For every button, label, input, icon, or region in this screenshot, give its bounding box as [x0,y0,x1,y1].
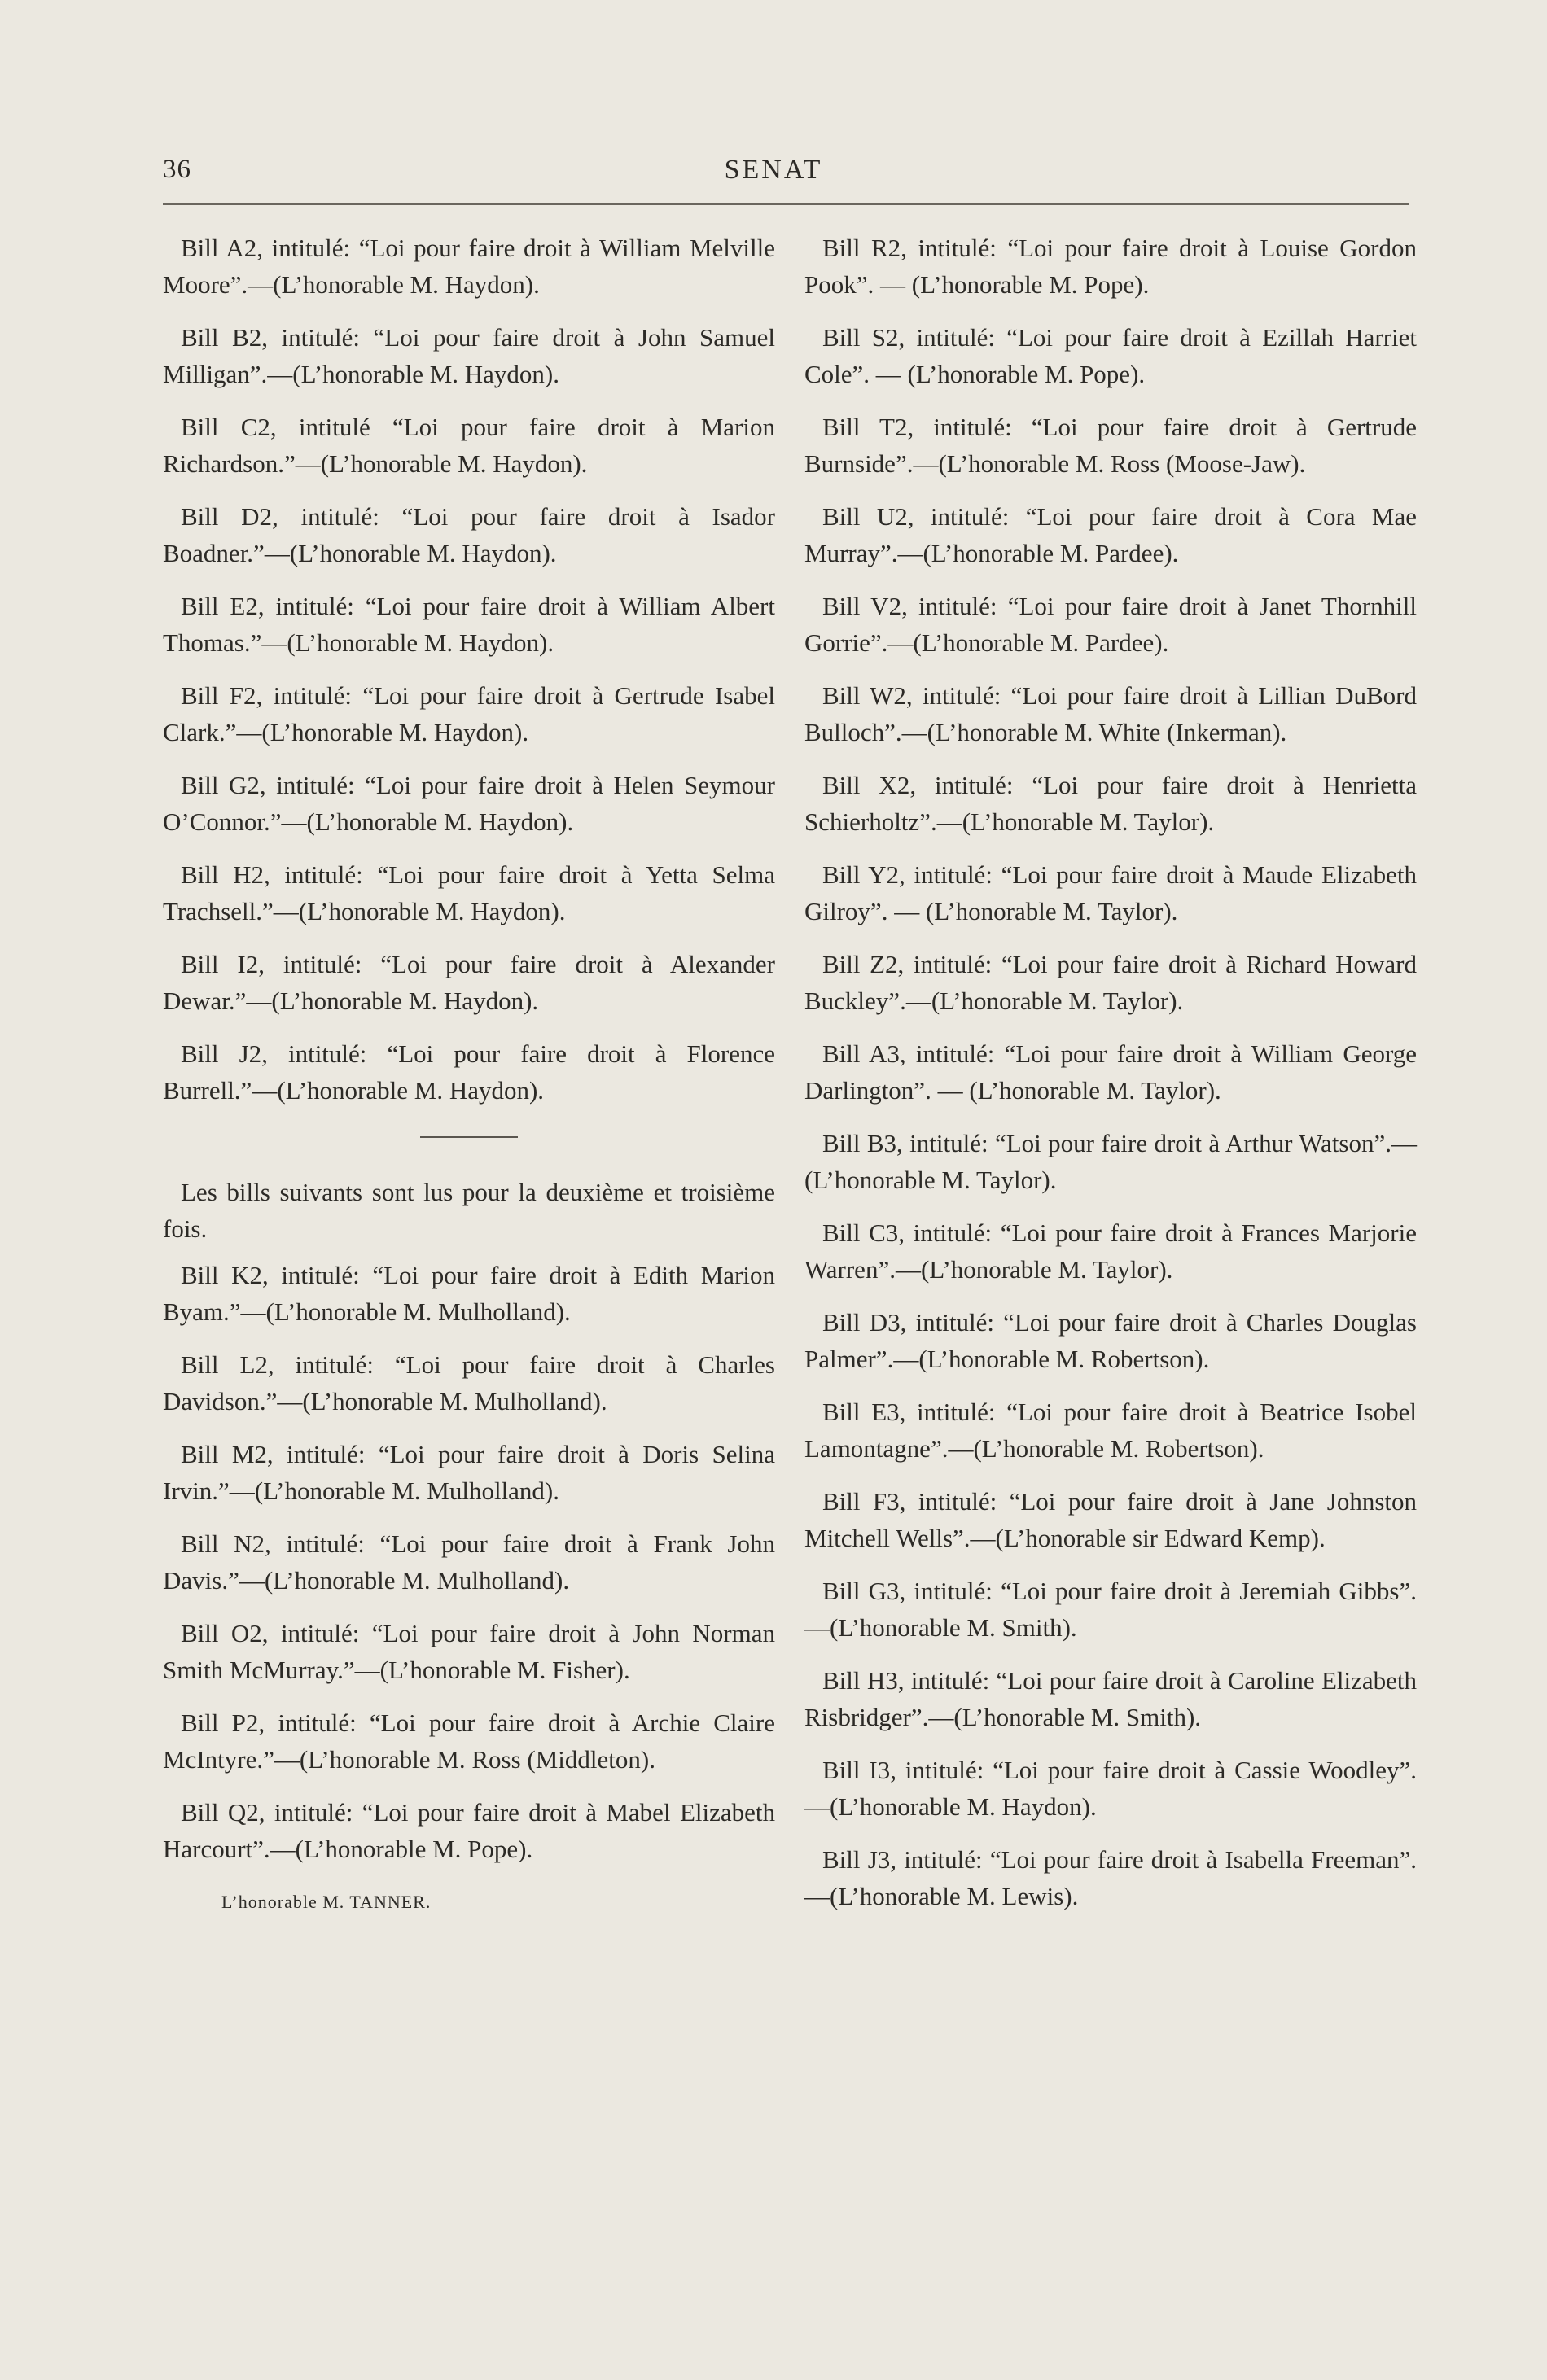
bill-entry: Bill A3, intitulé: “Loi pour faire droit à William George Darlington”. — (L’honorable M. Taylor). [804,1039,1417,1105]
bill-entry: Bill Q2, intitulé: “Loi pour faire droit à Mabel Elizabeth Harcourt”.—(L’honorable M. Pope). [163,1798,775,1863]
bill-entry: Bill S2, intitulé: “Loi pour faire droit à Ezillah Harriet Cole”. — (L’honorable M. Pope). [804,323,1417,388]
bill-entry: Bill I3, intitulé: “Loi pour faire droit à Cassie Woodley”.—(L’honorable M. Haydon). [804,1756,1417,1821]
bill-entry: Bill F2, intitulé: “Loi pour faire droit à Gertrude Isabel Clark.”—(L’honorable M. Haydon). [163,681,775,746]
bill-entry: Bill Z2, intitulé: “Loi pour faire droit à Richard Howard Buckley”.—(L’honorable M. Taylor). [804,950,1417,1015]
bill-entry: Bill H2, intitulé: “Loi pour faire droit à Yetta Selma Trachsell.”—(L’honorable M. Haydon). [163,860,775,925]
bill-entry: Bill G3, intitulé: “Loi pour faire droit à Jeremiah Gibbs”.—(L’honorable M. Smith). [804,1577,1417,1642]
bill-entry: Bill N2, intitulé: “Loi pour faire droit à Frank John Davis.”—(L’honorable M. Mulholland). [163,1529,775,1595]
bill-entry: Bill M2, intitulé: “Loi pour faire droit à Doris Selina Irvin.”—(L’honorable M. Mulholland). [163,1440,775,1505]
page-number: 36 [163,155,191,184]
bill-entry: Bill U2, intitulé: “Loi pour faire droit à Cora Mae Murray”.—(L’honorable M. Pardee). [804,502,1417,567]
bill-entry: Bill L2, intitulé: “Loi pour faire droit à Charles Davidson.”—(L’honorable M. Mulholland). [163,1350,775,1415]
bill-entry: Bill T2, intitulé: “Loi pour faire droit à Gertrude Burnside”.—(L’honorable M. Ross (Moose-Jaw). [804,413,1417,478]
section-note: Les bills suivants sont lus pour la deuxième et troisième fois. [163,1178,775,1243]
section-divider [420,1136,518,1138]
bill-entry: Bill O2, intitulé: “Loi pour faire droit à John Norman Smith McMurray.”—(L’honorable M. Fisher). [163,1619,775,1684]
bill-entry: Bill F3, intitulé: “Loi pour faire droit à Jane Johnston Mitchell Wells”.—(L’honorable sir Edward Kemp). [804,1487,1417,1552]
signature: L’honorable M. TANNER. [221,1892,432,1912]
left-column [163,230,775,1920]
bill-entry: Bill G2, intitulé: “Loi pour faire droit à Helen Seymour O’Connor.”—(L’honorable M. Haydon). [163,771,775,836]
bill-entry: Bill X2, intitulé: “Loi pour faire droit à Henrietta Schierholtz”.—(L’honorable M. Taylor). [804,771,1417,836]
bill-entry: Bill H3, intitulé: “Loi pour faire droit à Caroline Elizabeth Risbridger”.—(L’honorable M. Smith). [804,1666,1417,1731]
bill-entry: Bill I2, intitulé: “Loi pour faire droit à Alexander Dewar.”—(L’honorable M. Haydon). [163,950,775,1015]
bill-entry: Bill B3, intitulé: “Loi pour faire droit à Arthur Watson”.—(L’honorable M. Taylor). [804,1129,1417,1194]
bill-entry: Bill D2, intitulé: “Loi pour faire droit à Isador Boadner.”—(L’honorable M. Haydon). [163,502,775,567]
bill-entry: Bill V2, intitulé: “Loi pour faire droit à Janet Thornhill Gorrie”.—(L’honorable M. Pardee). [804,592,1417,657]
right-column [804,230,1417,1931]
running-head: SENAT [724,155,823,185]
bill-entry: Bill Y2, intitulé: “Loi pour faire droit à Maude Elizabeth Gilroy”. — (L’honorable M. Taylor). [804,860,1417,925]
bill-entry: Bill W2, intitulé: “Loi pour faire droit à Lillian DuBord Bulloch”.—(L’honorable M. White (Inkerman). [804,681,1417,746]
header-rule [163,203,1409,205]
bill-entry: Bill R2, intitulé: “Loi pour faire droit à Louise Gordon Pook”. — (L’honorable M. Pope). [804,234,1417,299]
bill-entry: Bill J3, intitulé: “Loi pour faire droit à Isabella Freeman”.—(L’honorable M. Lewis). [804,1845,1417,1910]
bill-entry: Bill P2, intitulé: “Loi pour faire droit à Archie Claire McIntyre.”—(L’honorable M. Ross (Middleton). [163,1708,775,1774]
bill-entry: Bill D3, intitulé: “Loi pour faire droit à Charles Douglas Palmer”.—(L’honorable M. Robertson). [804,1308,1417,1373]
bill-entry: Bill C2, intitulé “Loi pour faire droit à Marion Richardson.”—(L’honorable M. Haydon). [163,413,775,478]
bill-entry: Bill C3, intitulé: “Loi pour faire droit à Frances Marjorie Warren”.—(L’honorable M. Taylor). [804,1218,1417,1284]
bill-entry: Bill J2, intitulé: “Loi pour faire droit à Florence Burrell.”—(L’honorable M. Haydon). [163,1039,775,1105]
bill-entry: Bill E3, intitulé: “Loi pour faire droit à Beatrice Isobel Lamontagne”.—(L’honorable M. Robertson). [804,1398,1417,1463]
bill-entry: Bill E2, intitulé: “Loi pour faire droit à William Albert Thomas.”—(L’honorable M. Haydon). [163,592,775,657]
bill-entry: Bill A2, intitulé: “Loi pour faire droit à William Melville Moore”.—(L’honorable M. Haydon). [163,234,775,299]
bill-entry: Bill B2, intitulé: “Loi pour faire droit à John Samuel Milligan”.—(L’honorable M. Haydon). [163,323,775,388]
bill-entry: Bill K2, intitulé: “Loi pour faire droit à Edith Marion Byam.”—(L’honorable M. Mulholland). [163,1261,775,1326]
